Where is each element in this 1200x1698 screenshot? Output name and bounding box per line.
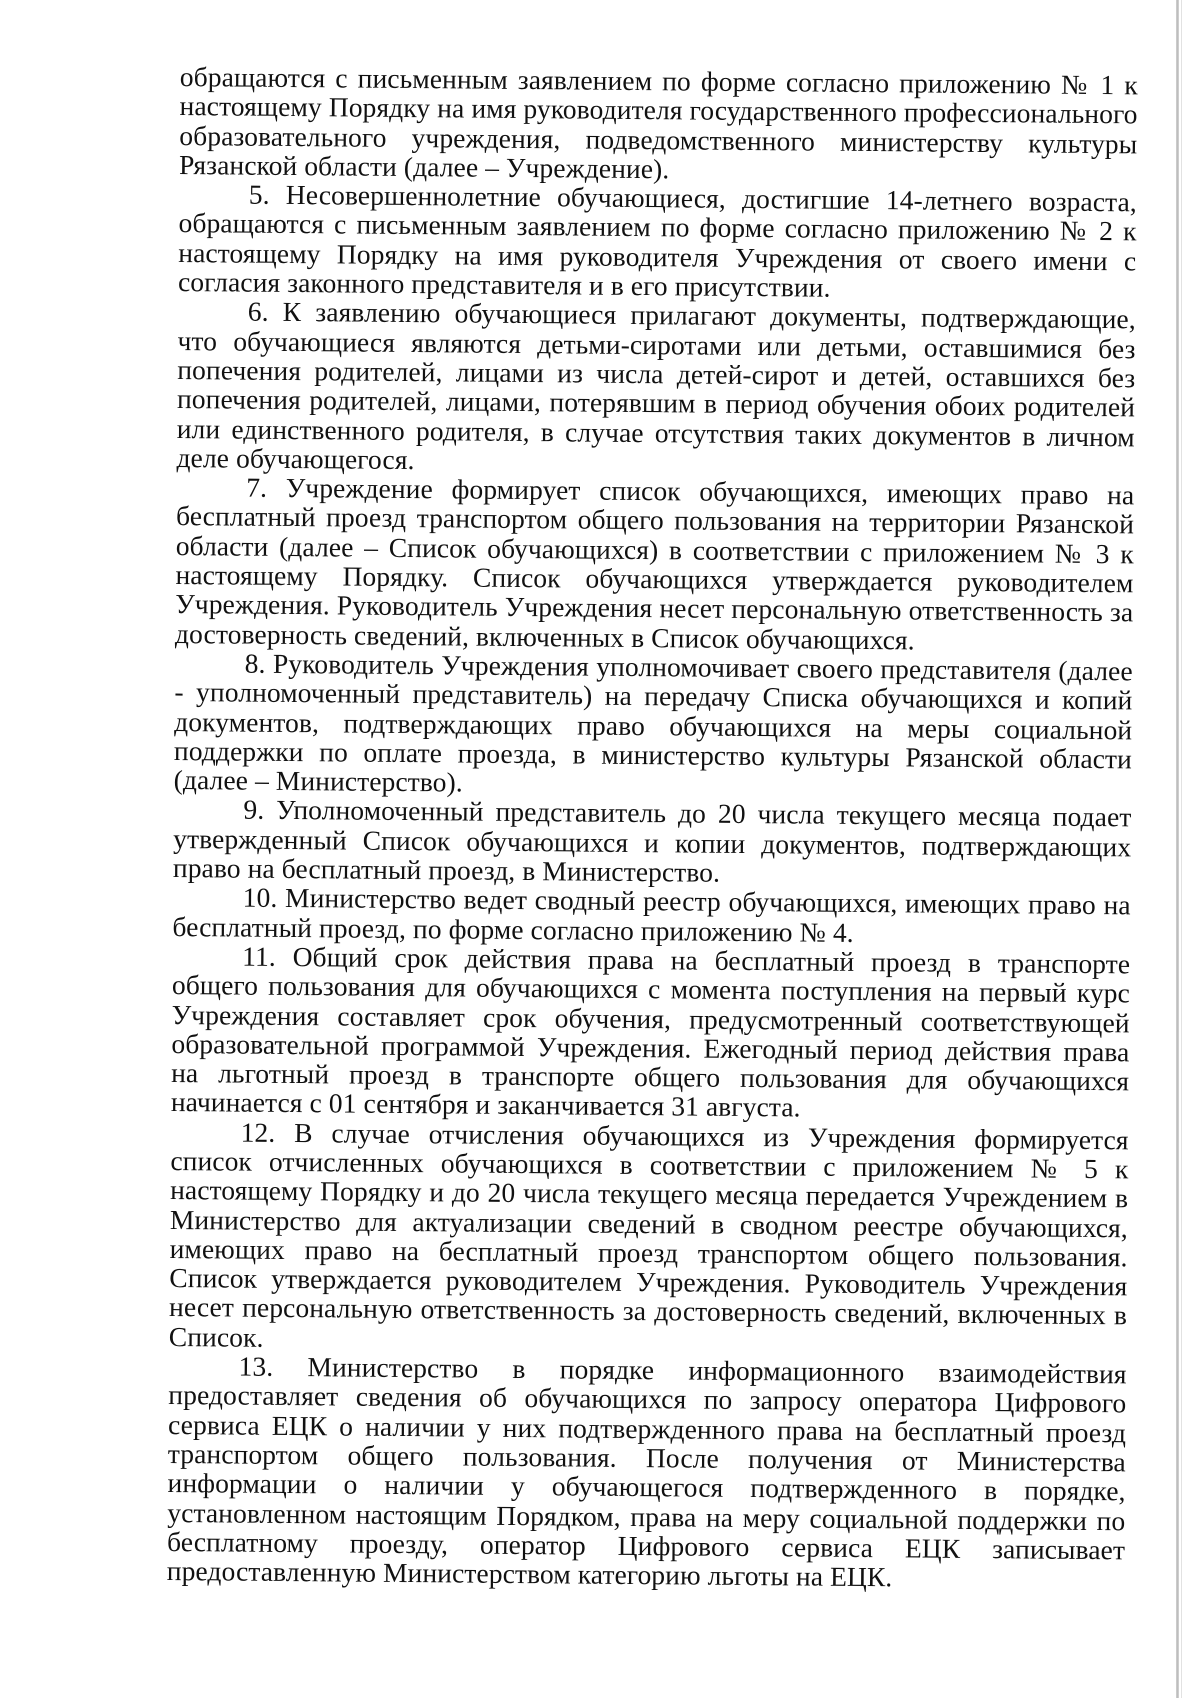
document-body <box>167 62 1138 1594</box>
paragraph-9: 9. Уполномоченный представитель до 20 числа текущего месяца подает утвержденный Список обучающихся и копии документов, подтверждающих право на бесплатный проезд, в Министерство. <box>172 794 1132 888</box>
paragraph-7: 7. Учреждение формирует список обучающихся, имеющих право на бесплатный проезд транспортом общего пользования на территории Рязанской области (далее – Список обучающихся) в соответствии с приложением № 3 к настоящему Порядку. Список обучающихся утверждается руководителем Учреждения. Руководитель Учреждения несет персональную ответственность за достоверность сведений, включенных в Список обучающихся. <box>174 471 1135 656</box>
paragraph-13: 13. Министерство в порядке информационного взаимодействия предоставляет сведения об обучающихся по запросу оператора Цифрового сервиса ЕЦК о наличии у них подтвержденного права на бесплатный проезд транспортом общего пользования. После получения от Министерства информации о наличии у обучающегося подтвержденного в порядке, установленном настоящим Порядком, права на меру социальной поддержки по бесплатному проезду, оператор Цифрового сервиса ЕЦК записывает предоставленную Министерством категорию льготы на ЕЦК. <box>166 1350 1127 1593</box>
paragraph-6: 6. К заявлению обучающиеся прилагают документы, подтверждающие, что обучающиеся являются детьми-сиротами или детьми, оставшимися без попечения родителей, лицами из числа детей-сирот и детей, оставшихся без попечения родителей, лицами, потерявшим в период обучения обоих родителей или единственного родителя, в случае отсутствия таких документов в личном деле обучающегося. <box>176 295 1136 475</box>
paragraph-5: 5. Несовершеннолетние обучающиеся, достигшие 14-летнего возраста, обращаются с письменным заявлением по форме согласно приложению № 2 к настоящему Порядку на имя руководителя Учреждения от своего имени с согласия законного представителя и в его присутствии. <box>177 178 1137 303</box>
paragraph-12: 12. В случае отчисления обучающихся из Учреждения формируется список отчисленных обучающихся в соответствии с приложением № 5 к настоящему Порядку и до 20 числа текущего месяца передается Учреждением в Министерство для актуализации сведений в сводном реестре обучающихся, имеющих право на бесплатный проезд транспортом общего пользования. Список утверждается руководителем Учреждения. Руководитель Учреждения несет персональную ответственность за достоверность сведений, включенных в Список. <box>168 1116 1129 1353</box>
scan-edge-shadow <box>1176 0 1179 1698</box>
paragraph-11: 11. Общий срок действия права на бесплатный проезд в транспорте общего пользования для обучающихся с момента поступления на первый курс Учреждения составляет срок обучения, предусмотренный соответствующей образовательной программой Учреждения. Ежегодный период действия права на льготный проезд в транспорте общего пользования для обучающихся начинается с 01 сентября и заканчивается 31 августа. <box>170 940 1131 1123</box>
paragraph-8: 8. Руководитель Учреждения уполномочивает своего представителя (далее - уполномоченный представитель) на передачу Списка обучающихся и копий документов, подтверждающих право обучающихся на меры социальной поддержки по оплате проезда, в министерство культуры Рязанской области (далее – Министерство). <box>173 647 1133 798</box>
scan-edge-line <box>1181 0 1182 1698</box>
paragraph-continuation: обращаются с письменным заявлением по форме согласно приложению № 1 к настоящему Порядку на имя руководителя государственного профессионального образовательного учреждения, подведомственного министерству культуры Рязанской области (далее – Учреждение). <box>178 61 1138 185</box>
paragraph-10: 10. Министерство ведет сводный реестр обучающихся, имеющих право на бесплатный проезд, по форме согласно приложению № 4. <box>172 881 1131 948</box>
